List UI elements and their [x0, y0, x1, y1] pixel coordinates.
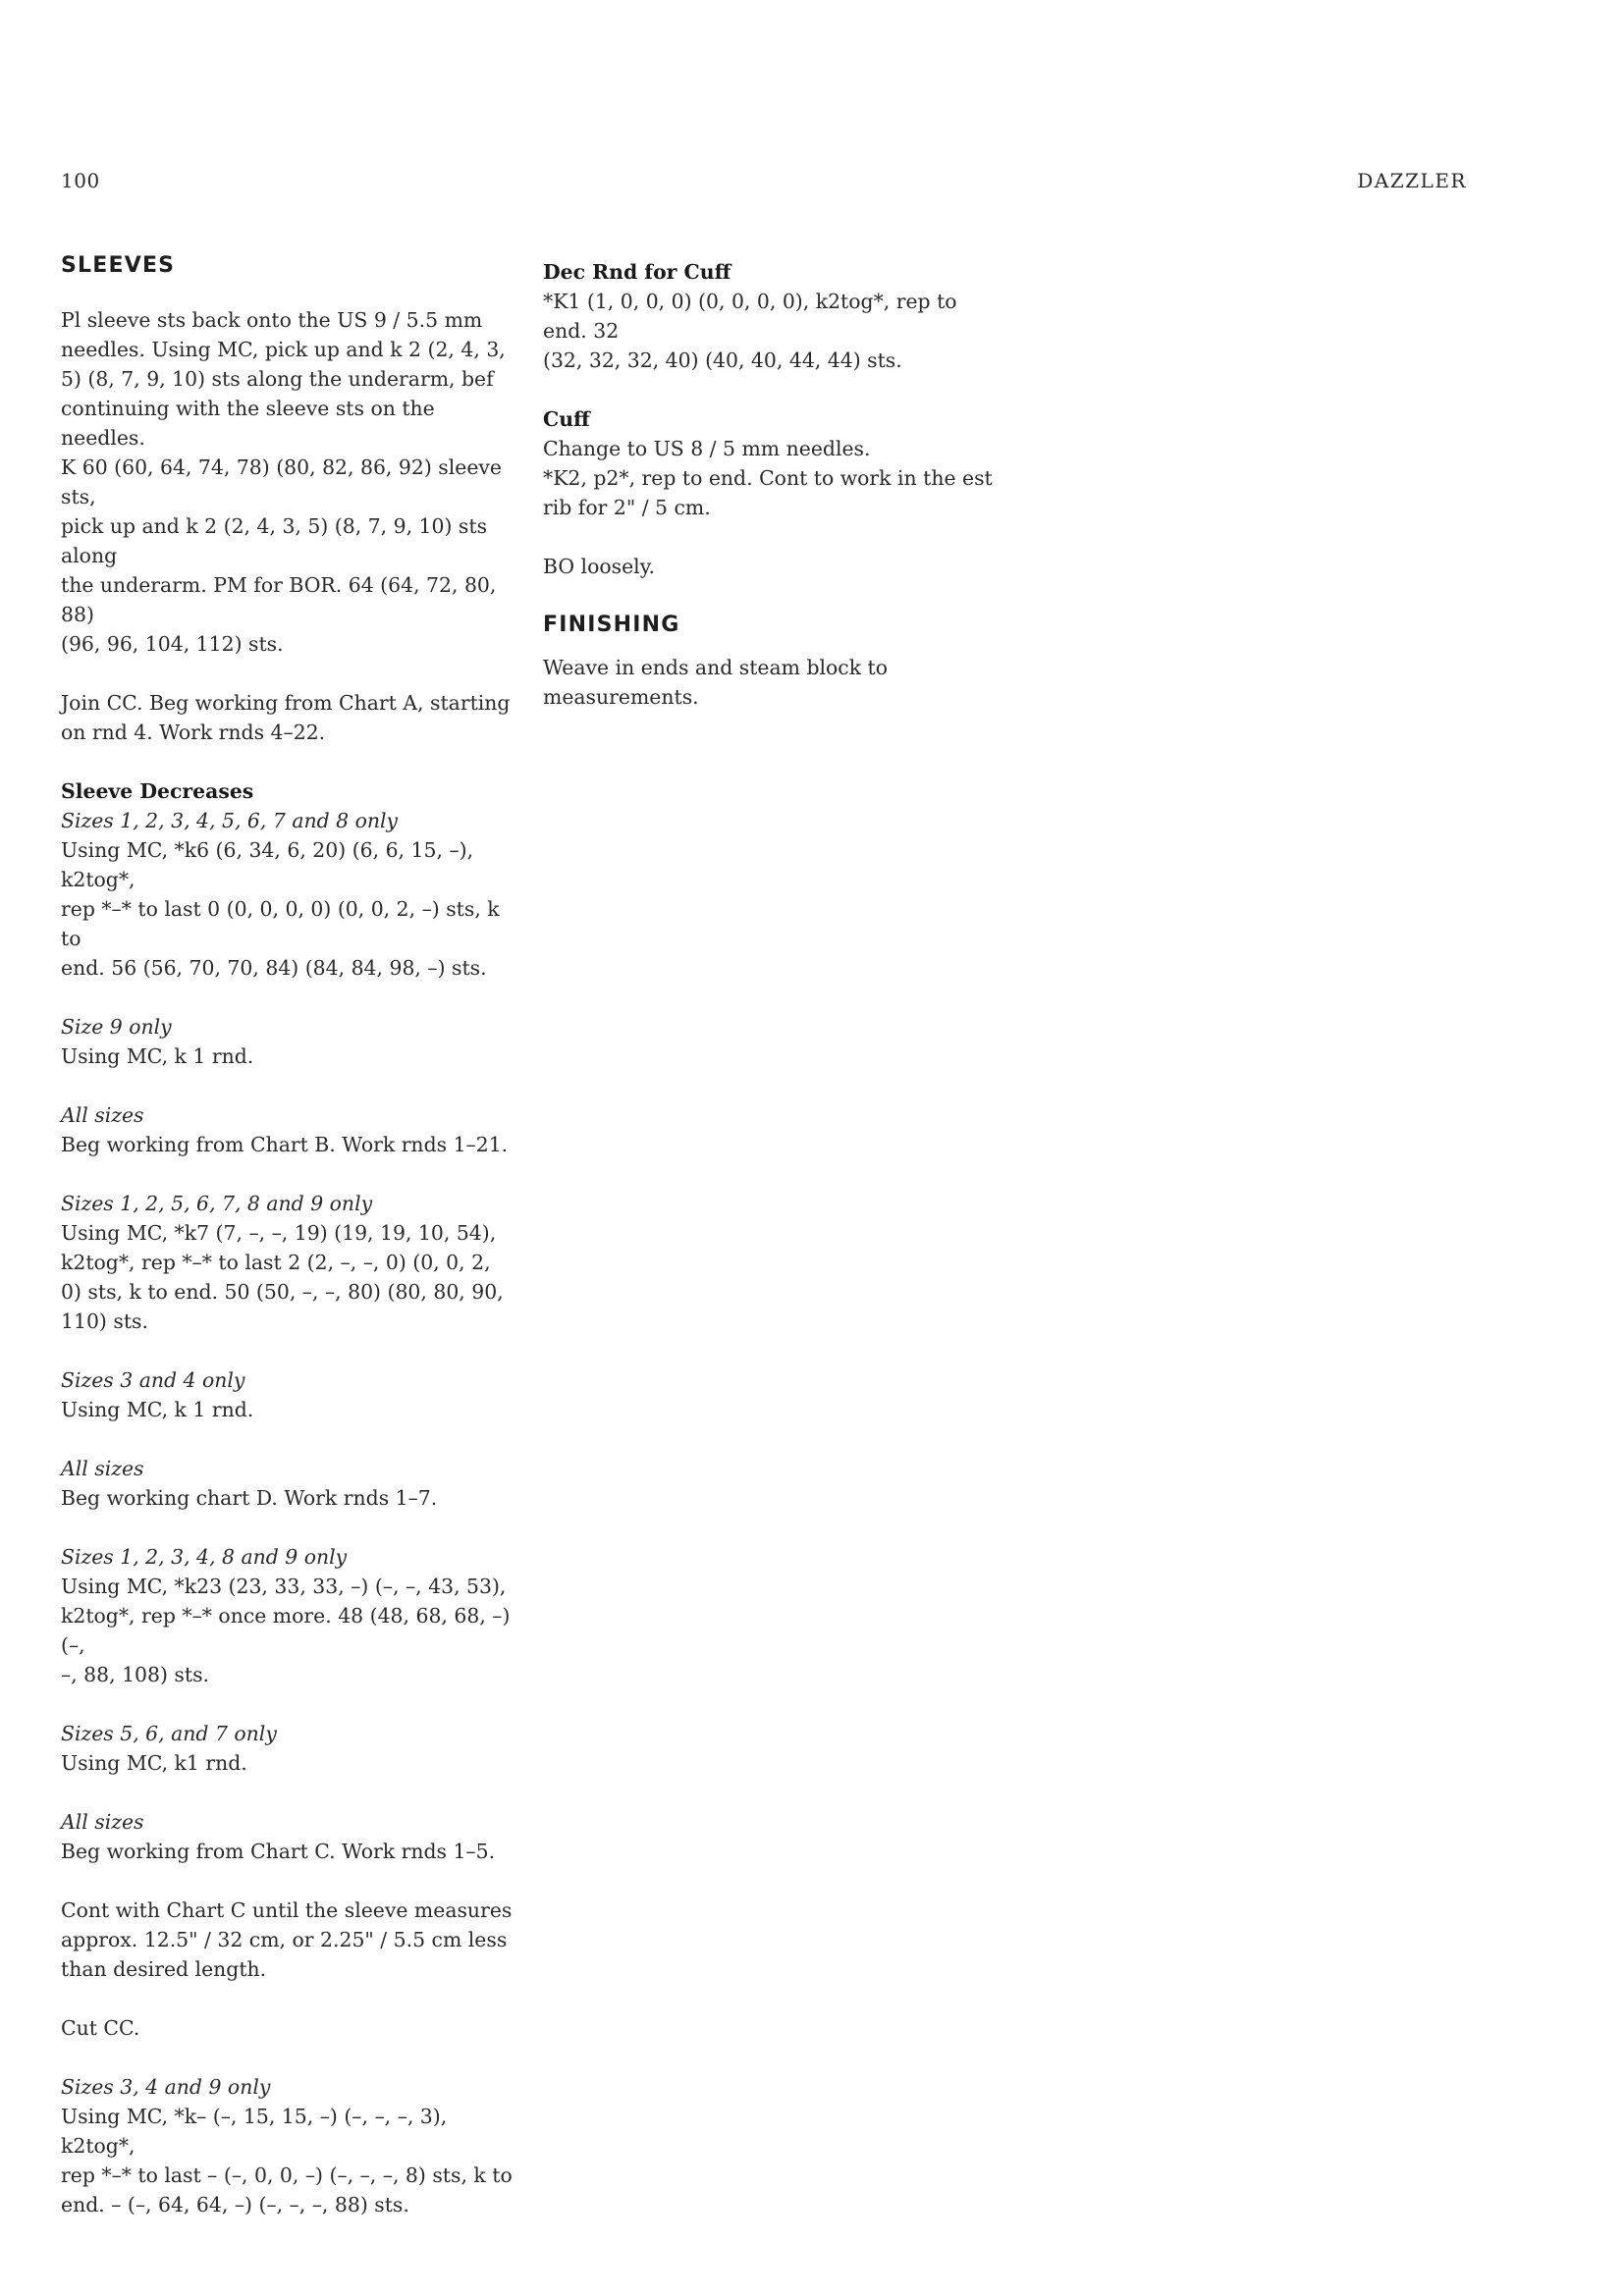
text-line: Change to US 8 / 5 mm needles. — [543, 437, 871, 460]
text-line: rib for 2" / 5 cm. — [543, 496, 711, 519]
running-header — [61, 169, 1467, 198]
left-column — [61, 253, 513, 2249]
text-line: Using MC, *k23 (23, 33, 33, –) (–, –, 43, 53), — [61, 1575, 507, 1598]
text-line: than desired length. — [61, 1957, 267, 1981]
text-line: Beg working chart D. Work rnds 1–7. — [61, 1486, 438, 1510]
text-line: Join CC. Beg working from Chart A, starting — [61, 691, 511, 715]
finishing-paragraph — [543, 653, 995, 712]
section-heading-sleeves: SLEEVES — [61, 253, 176, 278]
text-line: (96, 96, 104, 112) sts. — [61, 632, 284, 656]
size-note: Sizes 3 and 4 only — [61, 1368, 245, 1392]
text-line: rep *–* to last 0 (0, 0, 0, 0) (0, 0, 2, –) sts, k to — [61, 897, 500, 950]
cut-cc-paragraph — [61, 2013, 513, 2043]
all-sizes-chart-d-block — [61, 1454, 513, 1513]
decrease-3-block — [61, 1542, 513, 1689]
subheading-sleeve-decreases: Sleeve Decreases — [61, 779, 254, 803]
page-number: 100 — [61, 169, 100, 192]
size-note: All sizes — [61, 1103, 144, 1127]
text-line: on rnd 4. Work rnds 4–22. — [61, 721, 326, 744]
text-line: Using MC, *k– (–, 15, 15, –) (–, –, –, 3), k2tog*, — [61, 2105, 448, 2158]
subheading-dec-rnd-for-cuff: Dec Rnd for Cuff — [543, 260, 731, 284]
text-line: Cut CC. — [61, 2016, 140, 2040]
text-line: rep *–* to last – (–, 0, 0, –) (–, –, –, 8) sts, k to — [61, 2163, 513, 2187]
text-line: Using MC, k1 rnd. — [61, 1751, 247, 1775]
all-sizes-chart-b-block — [61, 1100, 513, 1159]
cuff-block — [543, 404, 995, 522]
sleeves-intro — [61, 305, 513, 659]
text-line: approx. 12.5" / 32 cm, or 2.25" / 5.5 cm less — [61, 1928, 508, 1951]
bind-off-paragraph — [543, 552, 995, 581]
text-line: end. 56 (56, 70, 70, 84) (84, 84, 98, –) sts. — [61, 956, 487, 980]
size-note: Sizes 1, 2, 3, 4, 5, 6, 7 and 8 only — [61, 809, 399, 832]
text-line: Using MC, *k6 (6, 34, 6, 20) (6, 6, 15, –), k2tog*, — [61, 838, 474, 891]
text-line: *K1 (1, 0, 0, 0) (0, 0, 0, 0), k2tog*, rep to end. 32 — [543, 290, 957, 343]
text-line: pick up and k 2 (2, 4, 3, 5) (8, 7, 9, 10) sts along — [61, 514, 488, 567]
section-heading-finishing: FINISHING — [543, 613, 680, 637]
size-9-block — [61, 1012, 513, 1071]
text-line: Beg working from Chart C. Work rnds 1–5. — [61, 1840, 496, 1863]
text-line: Beg working from Chart B. Work rnds 1–21. — [61, 1133, 509, 1156]
size-note: All sizes — [61, 1457, 144, 1480]
text-line: Using MC, k 1 rnd. — [61, 1044, 254, 1068]
text-line: K 60 (60, 64, 74, 78) (80, 82, 86, 92) sleeve sts, — [61, 455, 502, 508]
size-note: Size 9 only — [61, 1015, 172, 1039]
size-note: All sizes — [61, 1810, 144, 1834]
text-line: Pl sleeve sts back onto the US 9 / 5.5 mm — [61, 308, 483, 332]
text-line: end. – (–, 64, 64, –) (–, –, –, 88) sts. — [61, 2193, 409, 2216]
text-line: continuing with the sleeve sts on the needles. — [61, 397, 435, 450]
text-line: Using MC, k 1 rnd. — [61, 1398, 254, 1421]
cuff-decrease-block — [543, 257, 995, 375]
sleeve-decreases-block — [61, 776, 513, 983]
text-line: Weave in ends and steam block to — [543, 656, 889, 679]
decrease-2-block — [61, 1189, 513, 1336]
text-line: Using MC, *k7 (7, –, –, 19) (19, 19, 10, 54), — [61, 1221, 497, 1245]
size-note: Sizes 1, 2, 3, 4, 8 and 9 only — [61, 1545, 348, 1569]
sizes-5-6-7-block — [61, 1719, 513, 1778]
join-cc-paragraph — [61, 688, 513, 747]
text-line: BO loosely. — [543, 555, 655, 578]
size-note: Sizes 3, 4 and 9 only — [61, 2075, 271, 2099]
text-line: 0) sts, k to end. 50 (50, –, –, 80) (80, 80, 90, — [61, 1280, 504, 1304]
text-line: Cont with Chart C until the sleeve measures — [61, 1898, 513, 1922]
text-line: k2tog*, rep *–* once more. 48 (48, 68, 68, –) (–, — [61, 1604, 511, 1657]
text-line: –, 88, 108) sts. — [61, 1663, 210, 1686]
size-note: Sizes 1, 2, 5, 6, 7, 8 and 9 only — [61, 1192, 373, 1215]
subheading-cuff: Cuff — [543, 407, 590, 431]
text-line: 5) (8, 7, 9, 10) sts along the underarm, bef — [61, 367, 494, 391]
text-line: k2tog*, rep *–* to last 2 (2, –, –, 0) (0, 0, 2, — [61, 1251, 491, 1274]
text-line: (32, 32, 32, 40) (40, 40, 44, 44) sts. — [543, 348, 902, 372]
decrease-4-block — [61, 2072, 513, 2219]
size-note: Sizes 5, 6, and 7 only — [61, 1722, 277, 1745]
text-line: *K2, p2*, rep to end. Cont to work in the est — [543, 466, 993, 490]
running-title: DAZZLER — [1357, 169, 1467, 192]
text-line: the underarm. PM for BOR. 64 (64, 72, 80, 88) — [61, 573, 497, 626]
sizes-3-4-block — [61, 1365, 513, 1424]
text-line: measurements. — [543, 685, 699, 709]
right-column — [543, 257, 995, 741]
all-sizes-chart-c-block — [61, 1807, 513, 1866]
continue-chart-c-paragraph — [61, 1896, 513, 1984]
text-line: needles. Using MC, pick up and k 2 (2, 4, 3, — [61, 338, 506, 361]
text-line: 110) sts. — [61, 1309, 148, 1333]
